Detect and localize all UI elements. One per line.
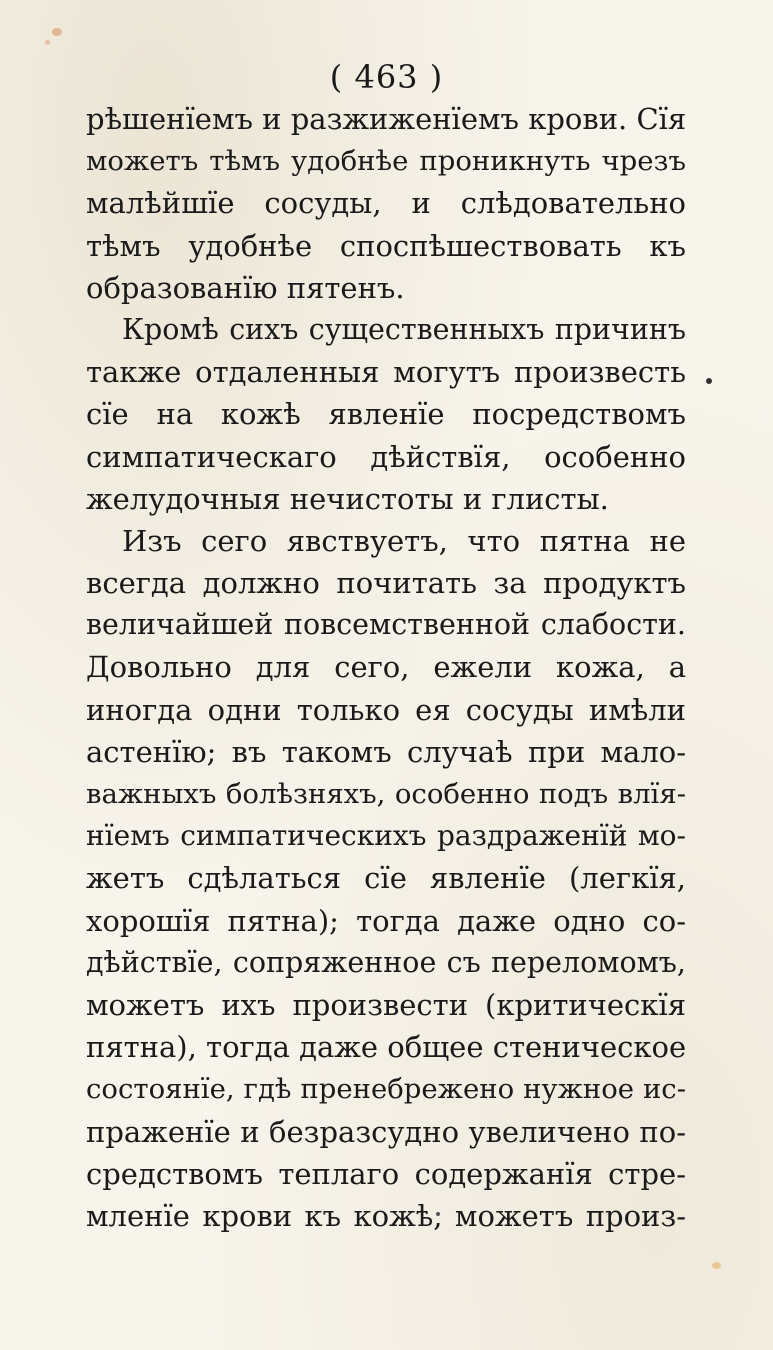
body-text bbox=[86, 98, 686, 1237]
text-line: можетъ ихъ произвести (критическїя bbox=[86, 987, 686, 1022]
text-line: симпатическаго дѣйствїя, особенно bbox=[86, 439, 686, 474]
text-line: малѣйшїе сосуды, и слѣдовательно bbox=[86, 186, 686, 221]
text-line: иногда одни только ея сосуды имѣли bbox=[86, 692, 686, 727]
text-line: также отдаленныя могутъ произвесть bbox=[86, 355, 686, 390]
text-line: желудочныя нечистоты и глисты. bbox=[86, 481, 609, 516]
paper-stain bbox=[52, 28, 62, 36]
text-line: хорошїя пятна); тогда даже одно со- bbox=[86, 903, 686, 938]
paragraph-first-line: Кромѣ сихъ существенныхъ причинъ bbox=[122, 312, 686, 346]
text-line: астенїю; въ такомъ случаѣ при мало- bbox=[86, 734, 686, 769]
text-line: рѣшенїемъ и разжиженїемъ крови. Сїя bbox=[86, 102, 687, 136]
text-line: жетъ сдѣлаться сїе явленїе (легкїя, bbox=[86, 861, 686, 896]
text-line: всегда должно почитать за продуктъ bbox=[86, 566, 686, 601]
text-line: праженїе и безразсудно увеличено по- bbox=[86, 1114, 686, 1149]
page-number: ( 463 ) bbox=[329, 58, 444, 96]
text-line: можетъ тѣмъ удобнѣе проникнуть чрезъ bbox=[86, 145, 686, 178]
text-line: Довольно для сего, ежели кожа, а bbox=[86, 650, 686, 685]
text-line: важныхъ болѣзняхъ, особенно подъ влїя- bbox=[86, 778, 686, 810]
text-line: величайшей повсемственной слабости. bbox=[86, 608, 686, 642]
text-line: состоянїе, гдѣ пренебрежено нужное ис- bbox=[86, 1073, 686, 1106]
ink-speck bbox=[706, 378, 712, 384]
text-line: мленїе крови къ кожѣ, можетъ произ- bbox=[86, 1198, 686, 1233]
text-line: дѣйствїе, сопряженное съ переломомъ, bbox=[86, 945, 686, 979]
text-line: средствомъ теплаго содержанїя стре- bbox=[86, 1156, 686, 1191]
paragraph-first-line: Изъ сего явствуетъ, что пятна не bbox=[122, 523, 686, 558]
text-line: нїемъ симпатическихъ раздраженїй мо- bbox=[86, 819, 686, 853]
text-line: образованїю пятенъ. bbox=[86, 270, 405, 305]
paper-stain bbox=[45, 40, 50, 45]
paper-stain bbox=[712, 1262, 721, 1269]
text-line: тѣмъ удобнѣе споспѣшествовать къ bbox=[86, 228, 686, 263]
text-line: сїе на кожѣ явленїе посредствомъ bbox=[86, 397, 686, 432]
text-line: пятна), тогда даже общее стеническое bbox=[86, 1030, 687, 1065]
